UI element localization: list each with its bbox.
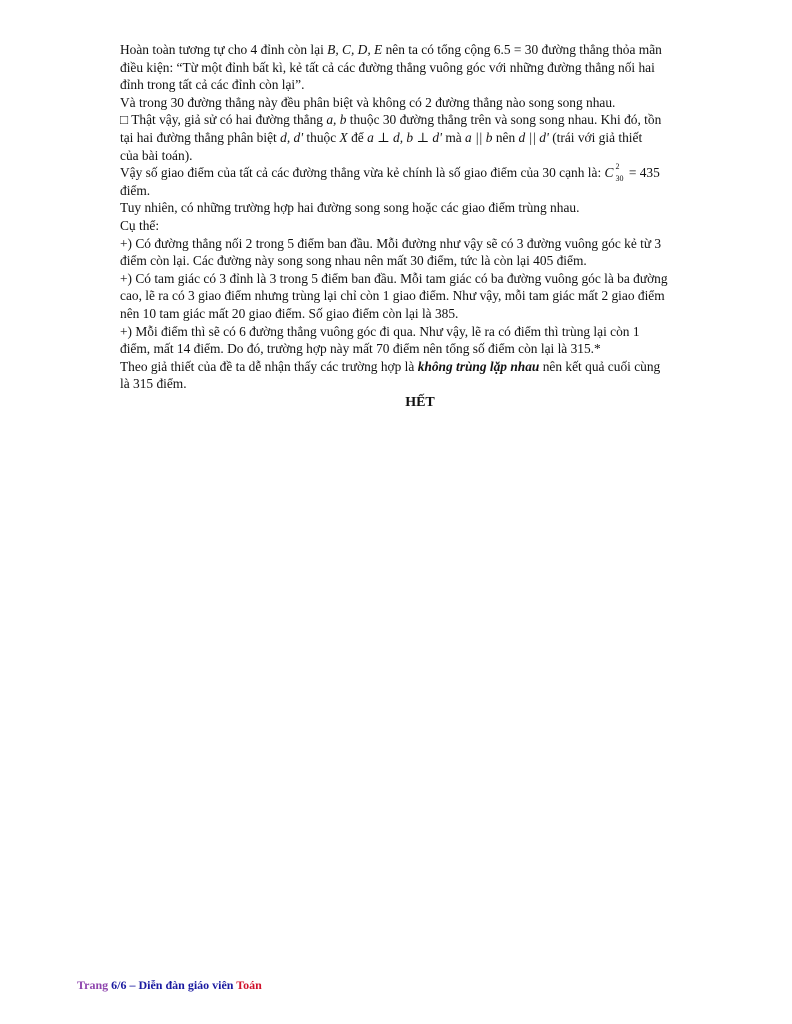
- paragraph-line: đỉnh trong tất cả các đỉnh còn lại”.: [120, 77, 305, 93]
- footer-subject: Toán: [236, 978, 262, 992]
- combination-superscript: 2: [615, 162, 620, 172]
- text: (trái với giả thiết: [548, 129, 643, 145]
- math-expression: d || d': [518, 129, 549, 145]
- paragraph-line: [120, 129, 720, 147]
- text: đường thẳng thỏa mãn: [538, 42, 662, 57]
- math-expression: B, C, D, E: [327, 42, 383, 57]
- math-expression: a, b: [326, 112, 347, 128]
- paragraph-line: điều kiện: “Từ một đỉnh bất kì, kẻ tất cả các đường thẳng vuông góc với những đường thẳng nối hai: [120, 59, 655, 75]
- paragraph-line: điểm còn lại. Các đường này song song nhau nên mất 30 điểm, tức là còn lại 405 điểm.: [120, 253, 587, 269]
- paragraph-line: Và trong 30 đường thẳng này đều phân biệt và không có 2 đường thẳng nào song song nhau.: [120, 94, 616, 110]
- text: nên: [492, 129, 519, 145]
- paragraph-line: nên 10 tam giác mất 20 giao điểm. Số giao điểm còn lại là 385.: [120, 305, 459, 321]
- end-marker: HẾT: [405, 394, 435, 410]
- text: Theo giả thiết của đề ta dễ nhận thấy các trường hợp là: [120, 358, 418, 374]
- emphasis-text: không trùng lặp nhau: [417, 358, 540, 374]
- text: Vậy số giao điểm của tất cả các đường thẳng vừa kẻ chính là số giao điểm của 30 cạnh là:: [120, 165, 605, 181]
- paragraph-line: +) Có đường thẳng nối 2 trong 5 điểm ban đầu. Mỗi đường như vậy sẽ có 3 đường vuông góc kẻ từ 3: [120, 235, 662, 251]
- text: tại hai đường thẳng phân biệt: [120, 129, 281, 145]
- math-expression: a ⊥ d, b ⊥ d': [367, 129, 442, 145]
- text: Hoàn toàn tương tự cho 4 đỉnh còn lại: [120, 42, 328, 57]
- page-footer: [77, 978, 262, 993]
- text: thuộc: [303, 129, 340, 145]
- text: để: [347, 129, 368, 145]
- paragraph-line: [120, 41, 720, 59]
- math-expression: d, d': [280, 129, 304, 145]
- text: nên ta có tổng cộng: [382, 42, 494, 57]
- text: thuộc 30 đường thẳng trên và song song nhau. Khi đó, tồn: [346, 112, 662, 128]
- text: mà: [441, 129, 466, 145]
- footer-page-label: Trang: [77, 978, 112, 992]
- paragraph-line: điểm, mất 14 điểm. Do đó, trường hợp này mất 70 điểm nên tổng số điểm còn lại là 315.*: [120, 341, 601, 357]
- paragraph-line: của bài toán).: [120, 147, 193, 163]
- paragraph-line: [120, 358, 720, 376]
- math-expression: = 435: [625, 165, 660, 181]
- text: □ Thật vậy, giả sử có hai đường thẳng: [120, 112, 327, 128]
- paragraph-line: cao, lẽ ra có 3 giao điểm nhưng trùng lại chỉ còn 1 giao điểm. Như vậy, mỗi tam giác mất 2 giao điểm: [120, 288, 665, 304]
- paragraph-line: +) Mỗi điểm thì sẽ có 6 đường thẳng vuông góc đi qua. Như vậy, lẽ ra có điểm thì trùng lại còn 1: [120, 323, 640, 339]
- combination-expression: [605, 164, 626, 182]
- paragraph-line: [120, 111, 720, 129]
- paragraph-line: điểm.: [120, 182, 151, 198]
- paragraph-line: là 315 điểm.: [120, 376, 187, 392]
- combination-subscript: 30: [615, 174, 624, 184]
- document-body: [120, 41, 720, 411]
- math-expression: a || b: [465, 129, 493, 145]
- paragraph-line: [120, 164, 720, 182]
- footer-forum-label: – Diễn đàn giáo viên: [126, 978, 237, 992]
- text: nên kết quả cuối cùng: [539, 358, 661, 374]
- paragraph-line: Cụ thể:: [120, 217, 160, 233]
- paragraph-line: +) Có tam giác có 3 đỉnh là 3 trong 5 điểm ban đầu. Mỗi tam giác có ba đường vuông góc là ba đường: [120, 270, 668, 286]
- math-expression: X: [339, 129, 348, 145]
- math-expression: 6.5 = 30: [493, 42, 539, 57]
- combination-symbol: C: [604, 165, 614, 181]
- footer-page-number: 6/6: [111, 978, 127, 992]
- paragraph-line: Tuy nhiên, có những trường hợp hai đường song song hoặc các giao điểm trùng nhau.: [120, 200, 580, 216]
